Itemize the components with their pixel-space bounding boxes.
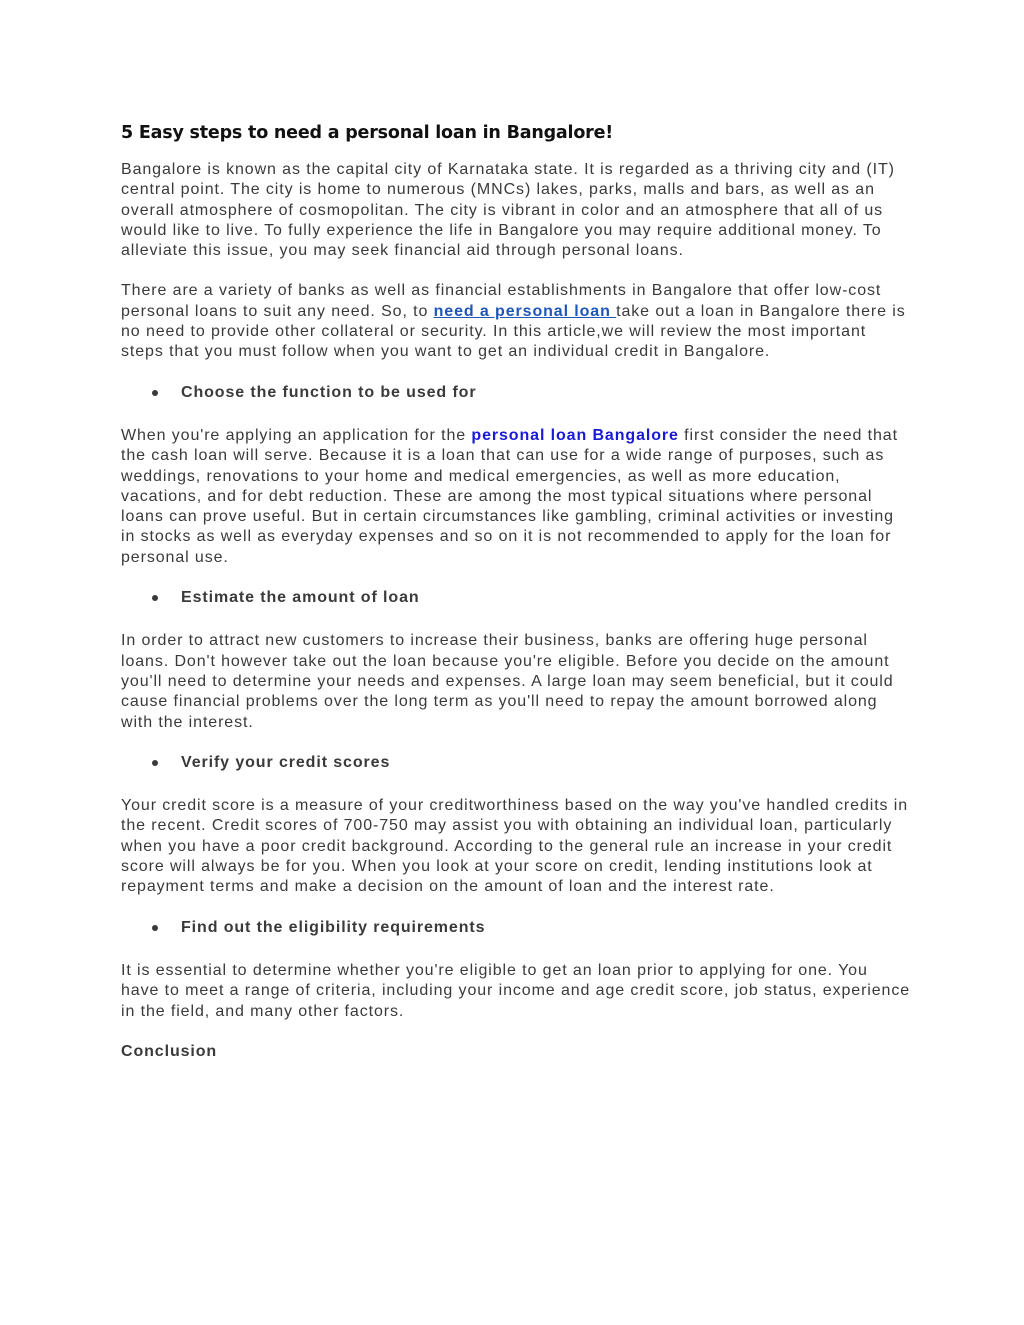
bullet-dot-icon [152, 390, 158, 396]
step-heading-label: Find out the eligibility requirements [181, 918, 486, 936]
function-paragraph [121, 426, 911, 568]
step-heading-estimate [121, 588, 911, 608]
intro-paragraph: Bangalore is known as the capital city of Karnataka state. It is regarded as a thriving city and (IT) central point. The city is home to numerous (MNCs) lakes, parks, malls and bars, as well as an overall atmosphere of cosmopolitan. The city is vibrant in color and an atmosphere that all of us would like to live. To fully experience the life in Bangalore you may require additional money. To alleviate this issue, you may seek financial aid through personal loans. [121, 161, 895, 260]
function-paragraph-text-start: When you're applying an application for the [121, 426, 472, 444]
personal-loan-bangalore-link[interactable]: personal loan Bangalore [471, 426, 679, 444]
step-heading-eligibility [121, 918, 911, 938]
conclusion-heading: Conclusion [121, 1042, 218, 1060]
function-paragraph-text-end: first consider the need that the cash loan will serve. Because it is a loan that can use for a wide range of purposes, such as weddings, renovations to your home and medical emergencies, as well as more education, vacations, and for debt reduction. These are among the most typical situations where personal loans can prove useful. But in certain circumstances like gambling, criminal activities or investing in stocks as well as everyday expenses and so on it is not recommended to apply for the loan for personal use. [121, 426, 898, 566]
document-page [121, 118, 911, 1062]
estimate-paragraph: In order to attract new customers to increase their business, banks are offering huge personal loans. Don't however take out the loan because you're eligible. Before you decide on the amount you'll need to determine your needs and expenses. A large loan may seem beneficial, but it could cause financial problems over the long term as you'll need to repay the amount borrowed along with the interest. [121, 632, 894, 731]
step-heading-label: Estimate the amount of loan [181, 589, 420, 607]
document-title: 5 Easy steps to need a personal loan in Bangalore! [121, 123, 614, 143]
step-heading-credit [121, 753, 911, 773]
credit-paragraph: Your credit score is a measure of your creditworthiness based on the way you've handled credits in the recent. Credit scores of 700-750 may assist you with obtaining an individual loan, particularly when you have a poor credit background. According to the general rule an increase in your credit score will always be for you. When you look at your score on credit, lending institutions look at repayment terms and make a decision on the amount of loan and the interest rate. [121, 797, 909, 896]
banks-paragraph-text-end: take out a loan in Bangalore there is no need to provide other collateral or security. In this article,we will review the most important steps that you must follow when you want to get an individual credit in Bangalore. [121, 302, 906, 361]
step-heading-function [121, 383, 911, 403]
bullet-dot-icon [152, 925, 158, 931]
banks-paragraph-text-start: There are a variety of banks as well as financial establishments in Bangalore that offer low-cost personal loans to suit any need. So, to [121, 282, 882, 320]
bullet-dot-icon [152, 760, 158, 766]
step-heading-label: Verify your credit scores [181, 753, 391, 771]
banks-paragraph [121, 281, 911, 362]
eligibility-paragraph: It is essential to determine whether you're eligible to get an loan prior to applying for one. You have to meet a range of criteria, including your income and age credit score, job status, experience in the field, and many other factors. [121, 961, 911, 1020]
step-heading-label: Choose the function to be used for [181, 383, 477, 401]
bullet-dot-icon [152, 595, 158, 601]
need-personal-loan-link[interactable]: need a personal loan [433, 302, 617, 320]
